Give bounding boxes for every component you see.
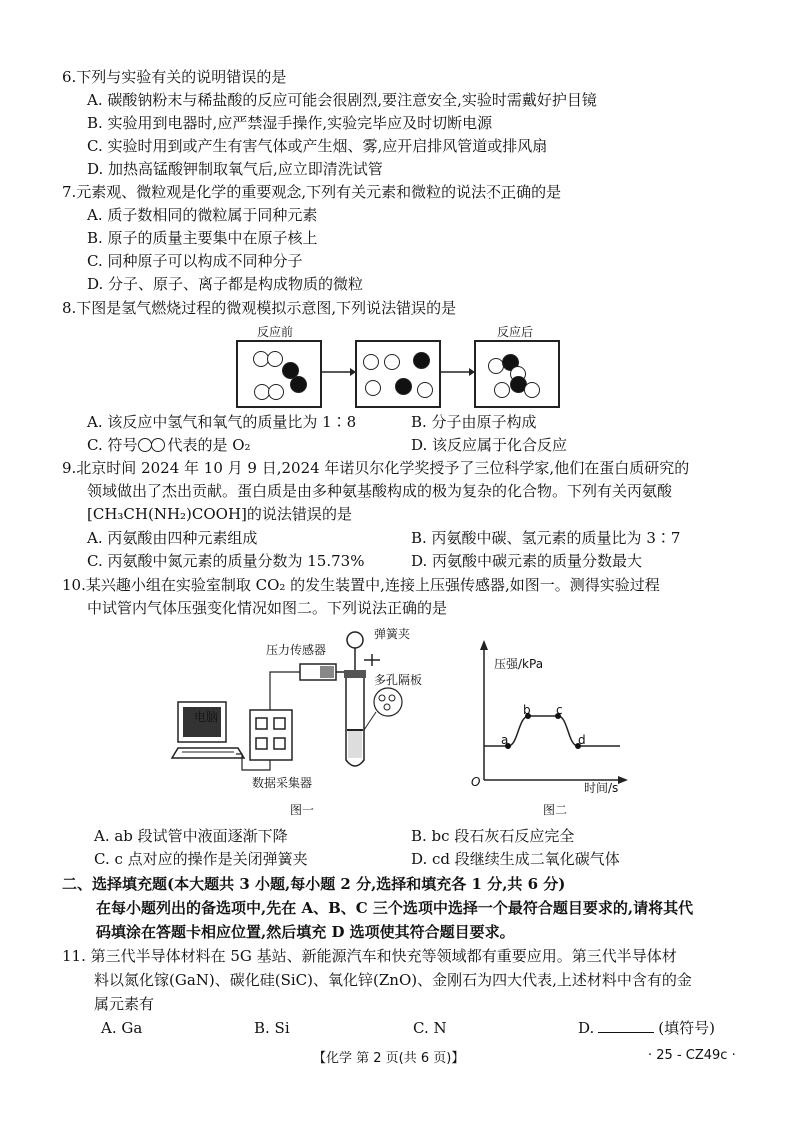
q6-option-a: A. 碳酸钠粉末与稀盐酸的反应可能会很剧烈,要注意安全,实验时需戴好护目镜 xyxy=(87,91,597,109)
q7-emphasis: 不正确 · · · xyxy=(486,183,531,201)
h-atom xyxy=(267,351,283,367)
figure2-caption: 图二 xyxy=(543,803,568,817)
q8-emphasis: 错误 · · xyxy=(396,299,426,317)
h-atom xyxy=(268,384,284,400)
q8-option-a: A. 该反应中氢气和氧气的质量比为 1∶8 xyxy=(87,413,357,431)
o-atom xyxy=(395,378,412,395)
q7-option-a: A. 质子数相同的微粒属于同种元素 xyxy=(87,206,318,224)
q6-stem: 6.下列与实验有关的说明错误的是 xyxy=(62,68,287,86)
q9-emphasis: 错误 · · xyxy=(292,505,322,523)
q8-option-c: C. 符号 代表的是 O₂ xyxy=(87,436,251,454)
q6-option-c: C. 实验时用到或产生有害气体或产生烟、雾,应开启排风管道或排风扇 xyxy=(87,137,548,155)
q7-option-c: C. 同种原子可以构成不同种分子 xyxy=(87,252,303,270)
h-atom xyxy=(384,354,400,370)
q6-option-d: D. 加热高锰酸钾制取氧气后,应立即清洗试管 xyxy=(87,160,383,178)
q9-option-c: C. 丙氨酸中氮元素的质量分数为 15.73% xyxy=(87,552,365,570)
section2-title: 二、选择填充题(本大题共 3 小题,每小题 2 分,选择和填充各 1 分,共 6 分) xyxy=(62,875,566,893)
q9-line2: 领域做出了杰出贡献。蛋白质是由多种氨基酸构成的极为复杂的化合物。下列有关丙氨酸 xyxy=(87,482,673,500)
answer-blank xyxy=(598,1018,654,1033)
q11-option-c: C. N xyxy=(413,1019,447,1037)
q9-option-b: B. 丙氨酸中碳、氢元素的质量比为 3∶7 xyxy=(411,529,681,547)
q11-line3: 属元素有 xyxy=(94,995,155,1013)
section2-instruction-1: 在每小题列出的备选项中,先在 A、B、C 三个选项中选择一个最符合题目要求的,请将其代 xyxy=(96,899,694,917)
computer-label: 电脑 xyxy=(194,710,219,724)
pressure-sensor-label: 压力传感器 xyxy=(266,643,327,657)
q9-option-a: A. 丙氨酸由四种元素组成 xyxy=(87,529,258,547)
footer-page-info: 【化学 第 2 页(共 6 页)】 xyxy=(313,1051,465,1066)
q10-option-d: D. cd 段继续生成二氧化碳气体 xyxy=(411,850,620,868)
q9-option-d: D. 丙氨酸中碳元素的质量分数最大 xyxy=(411,552,643,570)
q10-line1: 10.某兴趣小组在实验室制取 CO₂ 的发生装置中,连接上压强传感器,如图一。测得实验过程 xyxy=(62,576,660,594)
q8-box-after xyxy=(474,340,560,408)
data-collector-label: 数据采集器 xyxy=(252,776,313,790)
q8-stem: 8.下图是氢气燃烧过程的微观模拟示意图,下列说法错误 · ·的是 xyxy=(62,298,456,318)
q8-box-middle xyxy=(355,340,441,408)
q7-option-b: B. 原子的质量主要集中在原子核上 xyxy=(87,229,318,247)
fig2-label-c: c xyxy=(556,703,563,717)
fig2-label-d: d xyxy=(578,733,586,747)
q11-option-a: A. Ga xyxy=(101,1019,143,1037)
q8-option-b: B. 分子由原子构成 xyxy=(411,413,537,431)
q11-option-b: B. Si xyxy=(254,1019,290,1037)
q10-option-a: A. ab 段试管中液面逐渐下降 xyxy=(94,827,288,845)
o2-molecule-icon xyxy=(137,438,167,452)
o-atom xyxy=(290,376,307,393)
q10-line2: 中试管内气体压强变化情况如图二。下列说法正确的是 xyxy=(87,599,448,617)
q10-option-c: C. c 点对应的操作是关闭弹簧夹 xyxy=(94,850,308,868)
h-atom xyxy=(524,382,540,398)
q6-option-b: B. 实验用到电器时,应严禁湿手操作,实验完毕应及时切断电源 xyxy=(87,114,493,132)
fig2-ylabel: 压强/kPa xyxy=(494,657,544,671)
figure1-caption: 图一 xyxy=(290,803,315,817)
q7-option-d: D. 分子、原子、离子都是构成物质的微粒 xyxy=(87,275,364,293)
fig2-xlabel: 时间/s xyxy=(584,781,619,795)
q11-line2: 料以氮化镓(GaN)、碳化硅(SiC)、氧化锌(ZnO)、金刚石为四大代表,上述材料中含有的金 xyxy=(94,971,692,989)
q8-label-before: 反应前 xyxy=(257,325,294,339)
q7-stem: 7.元素观、微粒观是化学的重要观念,下列有关元素和微粒的说法不正确 · · ·的是 xyxy=(62,182,561,202)
q11-option-d: D. (填符号) xyxy=(578,1019,715,1037)
h-atom xyxy=(363,354,379,370)
q9-line1: 9.北京时间 2024 年 10 月 9 日,2024 年诺贝尔化学奖授予了三位科学家,他们在蛋白质研究的 xyxy=(62,459,690,477)
porous-plate-label: 多孔隔板 xyxy=(374,673,423,687)
section2-instruction-2: 码填涂在答题卡相应位置,然后填充 D 选项使其符合题目要求。 xyxy=(96,923,515,941)
q10-option-b: B. bc 段石灰石反应完全 xyxy=(411,827,575,845)
h-atom xyxy=(365,380,381,396)
fig2-label-a: a xyxy=(501,733,509,747)
o-atom xyxy=(413,352,430,369)
arrow-icon xyxy=(439,366,475,378)
footer-code: · 25 - CZ49c · xyxy=(648,1048,736,1063)
h-atom xyxy=(417,382,433,398)
spring-clip-label: 弹簧夹 xyxy=(374,627,411,641)
q8-option-d: D. 该反应属于化合反应 xyxy=(411,436,568,454)
fig2-label-b: b xyxy=(523,703,531,717)
h-atom xyxy=(494,382,510,398)
fig2-origin: O xyxy=(471,775,481,789)
q9-line3: [CH₃CH(NH₂)COOH]的说法错误 · ·的是 xyxy=(87,504,352,524)
arrow-icon xyxy=(320,366,356,378)
q11-line1: 11. 第三代半导体材料在 5G 基站、新能源汽车和快充等领域都有重要应用。第三代半导体材 xyxy=(62,947,677,965)
q8-label-after: 反应后 xyxy=(497,325,534,339)
q8-box-before xyxy=(236,340,322,408)
